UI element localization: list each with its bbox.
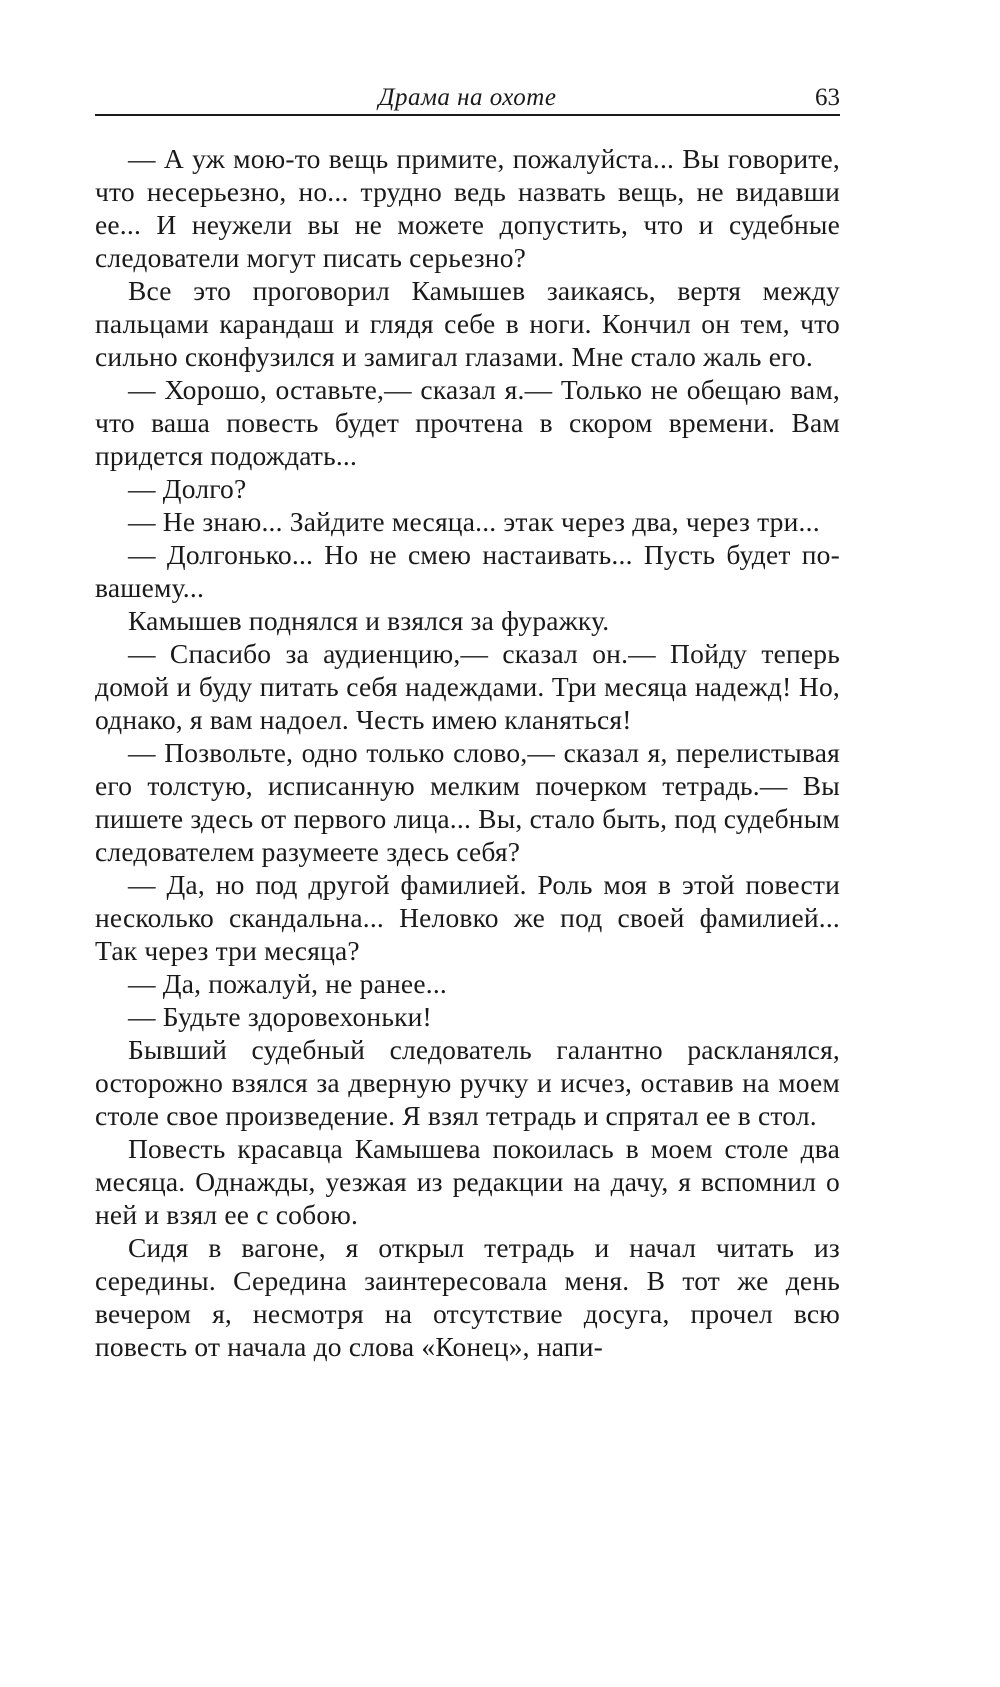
paragraph: — Не знаю... Зайдите месяца... этак через два, через три... [128,506,820,537]
paragraph: — Будьте здоровехоньки! [128,1001,432,1032]
paragraph: Все это проговорил Камышев заикаясь, вертя между пальцами карандаш и глядя себе в ноги. Кончил он тем, что сильно сконфузился и замигал глазами. Мне стало жаль его. [95,275,840,372]
running-title: Драма на охоте [378,84,557,111]
paragraph: Сидя в вагоне, я открыл тетрадь и начал читать из середины. Середина заинтересовала меня. В тот же день вечером я, несмотря на отсутствие досуга, прочел всю повесть от начала до слова «Конец», напи- [95,1232,840,1362]
paragraph: — А уж мою-то вещь примите, пожалуйста... Вы говорите, что несерьезно, но... трудно ведь назвать вещь, не видавши ее... И неужели вы не можете допустить, что и судебные следователи могут писать серьезно? [95,143,840,273]
paragraph: — Спасибо за аудиенцию,— сказал он.— Пойду теперь домой и буду питать себя надеждами. Три месяца надежд! Но, однако, я вам надоел. Честь имею кланяться! [95,638,840,735]
paragraph: — Долгонько... Но не смею настаивать... Пусть будет по-вашему... [95,539,840,603]
page-number: 63 [815,84,840,111]
paragraph: — Да, пожалуй, не ранее... [128,968,447,999]
paragraph: Повесть красавца Камышева покоилась в моем столе два месяца. Однажды, уезжая из редакции на дачу, я вспомнил о ней и взял ее с собою. [95,1133,840,1230]
paragraph: — Долго? [128,473,247,504]
paragraph: Камышев поднялся и взялся за фуражку. [128,605,610,636]
paragraph: — Да, но под другой фамилией. Роль моя в этой повести несколько скандальна... Неловко же под своей фамилией... Так через три месяца? [95,869,840,966]
body-text [95,142,840,1363]
paragraph: — Хорошо, оставьте,— сказал я.— Только не обещаю вам, что ваша повесть будет прочтена в скором времени. Вам придется подождать... [95,374,840,471]
paragraph: — Позвольте, одно только слово,— сказал я, перелистывая его толстую, исписанную мелким почерком тетрадь.— Вы пишете здесь от первого лица... Вы, стало быть, под судебным следователем разумеете здесь себя? [95,737,840,867]
running-header [95,78,840,116]
paragraph: Бывший судебный следователь галантно раскланялся, осторожно взялся за дверную ручку и исчез, оставив на моем столе свое произведение. Я взял тетрадь и спрятал ее в стол. [95,1034,840,1131]
